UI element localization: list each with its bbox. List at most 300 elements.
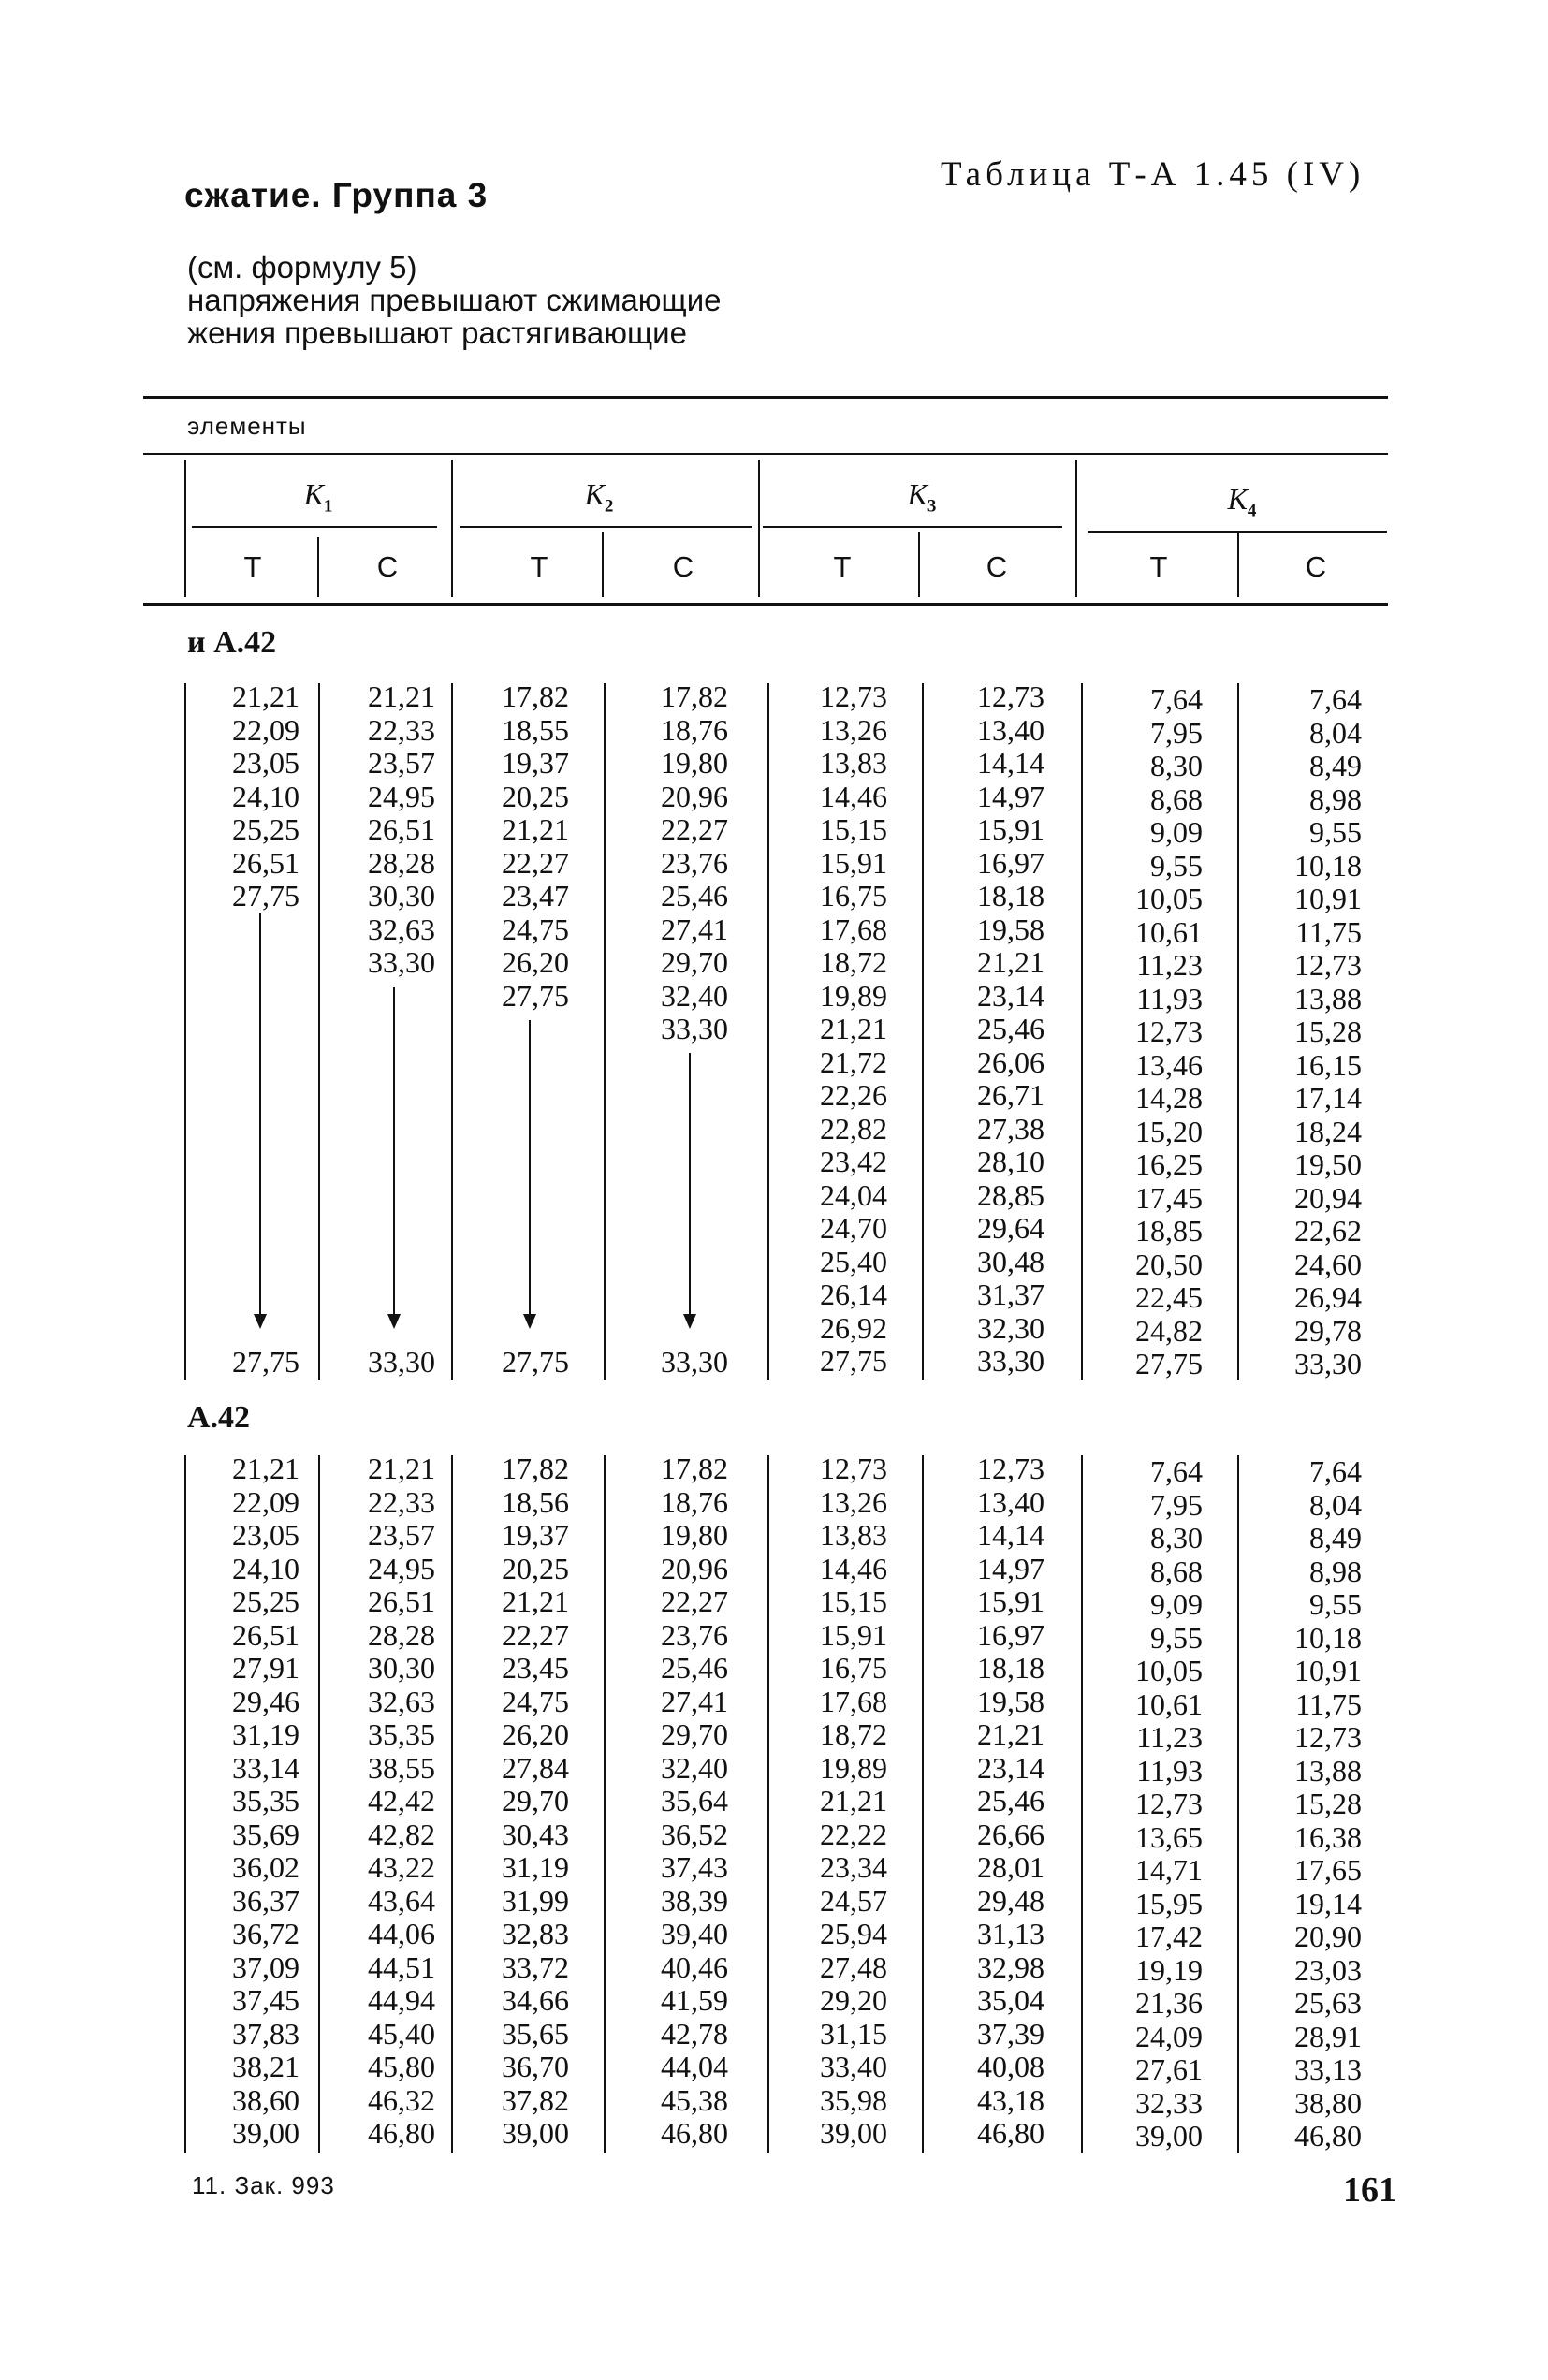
cell: 10,05 [1135,1654,1203,1687]
cell: 19,14 [1294,1886,1362,1920]
cell: 33,13 [1294,2052,1362,2086]
cell: 45,38 [661,2082,728,2117]
cell: 22,27 [661,812,728,846]
cell: 13,26 [820,1484,887,1519]
cell: 18,76 [661,1484,728,1519]
cell: 37,09 [232,1949,299,1984]
cell: 46,80 [1294,2119,1362,2153]
cell: 27,41 [661,912,728,946]
cell: 14,28 [1135,1081,1203,1115]
cell: 35,69 [232,1817,299,1851]
cell: 32,40 [661,978,728,1013]
section-heading: сжатие. Группа 3 [184,176,489,214]
cell: 11,93 [1136,1753,1203,1788]
col-t-header: Т [243,550,262,583]
cell: 19,19 [1135,1952,1203,1987]
cell: 25,25 [232,812,299,846]
cell: 8,68 [1150,1554,1203,1588]
cell: 28,85 [977,1177,1044,1212]
cell: 24,60 [1294,1247,1362,1281]
cell: 33,72 [502,1949,569,1984]
k2-header: $K_2$ [584,477,614,517]
cell: 40,46 [661,1949,728,1984]
cell: 10,61 [1135,1686,1203,1721]
cell: 23,76 [661,845,728,880]
cell: 24,75 [502,1684,569,1718]
cell: 26,51 [368,1584,435,1618]
cell: 27,48 [820,1949,887,1984]
cell: 26,06 [977,1044,1044,1079]
cell: 11,23 [1136,948,1203,982]
cell: 9,55 [1309,1587,1362,1621]
k1-t-column [168,680,299,913]
cell: 20,50 [1135,1247,1203,1281]
cell: 34,66 [502,1983,569,2017]
cell: 26,51 [232,1617,299,1652]
cell: 21,21 [502,1584,569,1618]
cell: 25,46 [661,879,728,913]
cell: 19,89 [820,1750,887,1785]
cell: 22,62 [1294,1214,1362,1248]
cell: 28,10 [977,1145,1044,1178]
cell: 24,10 [232,1551,299,1585]
cell: 23,14 [977,978,1044,1013]
cell: 24,04 [820,1177,887,1212]
header-divider [602,532,604,597]
cell: 33,14 [232,1750,299,1785]
cell: 37,83 [232,2016,299,2051]
cell: 42,82 [368,1817,435,1851]
cell: 23,14 [977,1750,1044,1785]
cell: 13,26 [820,712,887,747]
cell: 27,84 [502,1750,569,1785]
cell: 16,38 [1294,1819,1362,1854]
cell: 44,04 [661,2050,728,2083]
cell: 19,80 [661,746,728,780]
cell: 14,46 [820,779,887,813]
cell: 24,09 [1135,2019,1203,2053]
cell: 8,30 [1150,749,1203,782]
rule-under-elements [143,453,1388,455]
cell: 24,10 [232,779,299,813]
cell: 18,72 [820,945,887,979]
cell: 21,21 [820,1784,887,1818]
cell: 22,33 [368,712,435,747]
cell: 46,80 [368,2116,435,2150]
cell: 8,49 [1309,749,1362,782]
k2-c-column [597,680,728,1046]
cell: 17,14 [1294,1081,1362,1115]
cell: 43,18 [977,2082,1044,2117]
cell: 7,95 [1150,715,1203,750]
group-underline [192,526,437,528]
cell: 8,98 [1309,781,1362,816]
header-divider [317,537,319,597]
header-divider [451,460,453,597]
cell: 35,35 [368,1717,435,1751]
cell: 10,18 [1294,848,1362,883]
cell: 26,20 [502,945,569,979]
cell: 8,30 [1150,1521,1203,1555]
cell: 10,18 [1294,1620,1362,1655]
cell: 22,09 [232,1484,299,1519]
cell: 15,15 [820,812,887,846]
cell: 9,09 [1150,1587,1203,1621]
cell: 15,20 [1135,1114,1203,1148]
cell: 24,57 [820,1883,887,1918]
cell: 23,76 [661,1617,728,1652]
cell: 22,45 [1135,1280,1203,1314]
cell: 14,97 [977,1551,1044,1585]
cell: 12,73 [1294,948,1362,982]
cell: 21,21 [977,945,1044,979]
cell: 22,26 [820,1078,887,1112]
cell: 8,04 [1309,1487,1362,1522]
cell: 25,46 [661,1651,728,1685]
cell: 33,40 [820,2050,887,2083]
cell: 36,72 [232,1917,299,1950]
cell: 29,70 [502,1784,569,1818]
cell: 46,32 [368,2082,435,2117]
cell: 15,91 [820,1617,887,1652]
cell: 27,38 [977,1111,1044,1146]
k3-c-column [913,1453,1044,2151]
cell: 33,30 [368,945,435,979]
cell: 7,64 [1309,1454,1362,1488]
cell: 17,82 [502,679,569,713]
k3-t-column [756,680,887,1379]
cell: 33,30 [977,1344,1044,1378]
cell: 18,85 [1135,1214,1203,1248]
k3-header: $K_3$ [907,477,937,517]
cell: 38,21 [232,2050,299,2083]
col-c-header: С [1305,550,1327,583]
cell: 7,64 [1150,682,1203,716]
k2-c-column [597,1453,728,2151]
cell: 36,70 [502,2050,569,2083]
cell: 28,91 [1294,2019,1362,2053]
cell: 22,27 [502,845,569,880]
print-order-note: 11. Зак. 993 [192,2171,335,2199]
cell: 37,43 [661,1850,728,1884]
cell: 13,88 [1294,1753,1362,1788]
col-t-header: Т [530,550,548,583]
cell: 41,59 [661,1983,728,2017]
cell: 8,04 [1309,715,1362,750]
cell: 31,19 [232,1717,299,1751]
cell: 46,80 [977,2116,1044,2150]
arrow-line [393,987,395,1315]
cell: 13,40 [977,1484,1044,1519]
cell: 16,75 [820,1651,887,1685]
header-divider [918,532,920,597]
cell: 30,30 [368,879,435,913]
cell: 18,18 [977,879,1044,913]
cell: 43,22 [368,1850,435,1884]
page-number: 161 [1343,2170,1396,2210]
section-title: и А.42 [187,625,277,660]
cell: 15,15 [820,1584,887,1618]
cell: 40,08 [977,2050,1044,2083]
cell: 14,46 [820,1551,887,1585]
cell: 31,99 [502,1883,569,1918]
cell: 45,40 [368,2016,435,2051]
cell: 20,94 [1294,1180,1362,1215]
cell: 8,49 [1309,1521,1362,1555]
cell: 21,21 [502,812,569,846]
cell: 16,97 [977,1617,1044,1652]
cell: 28,28 [368,1617,435,1652]
cell: 29,78 [1294,1313,1362,1348]
cell: 17,42 [1135,1920,1203,1953]
bottom-value: 27,75 [232,1345,299,1379]
cell: 27,91 [232,1651,299,1685]
cell: 14,14 [977,746,1044,780]
cell: 24,75 [502,912,569,946]
cell: 21,72 [820,1044,887,1079]
cell: 18,56 [502,1484,569,1519]
cell: 26,71 [977,1078,1044,1112]
cell: 23,05 [232,746,299,780]
cell: 33,30 [661,1012,728,1045]
cell: 16,75 [820,879,887,913]
elements-label: элементы [187,412,307,440]
cell: 39,40 [661,1917,728,1950]
cell: 9,55 [1150,1620,1203,1655]
cell: 21,36 [1135,1986,1203,2020]
cell: 18,18 [977,1651,1044,1685]
top-rule [143,396,1388,399]
cell: 19,89 [820,978,887,1013]
cell: 24,82 [1135,1313,1203,1348]
cell: 31,19 [502,1850,569,1884]
note-line: напряжения превышают сжимающие [187,283,722,317]
cell: 20,90 [1294,1920,1362,1953]
cell: 22,33 [368,1484,435,1519]
cell: 8,68 [1150,781,1203,816]
k1-t-column [168,1453,299,2151]
cell: 12,73 [820,1452,887,1485]
cell: 14,71 [1135,1853,1203,1887]
cell: 23,45 [502,1651,569,1685]
cell: 15,95 [1135,1886,1203,1920]
k4-t-column [1072,683,1203,1381]
cell: 17,65 [1294,1853,1362,1887]
cell: 15,91 [977,1584,1044,1618]
cell: 39,00 [232,2116,299,2150]
cell: 23,57 [368,746,435,780]
cell: 23,57 [368,1518,435,1552]
cell: 32,63 [368,1684,435,1718]
notes-block [187,251,722,349]
cell: 18,24 [1294,1114,1362,1148]
cell: 31,13 [977,1917,1044,1950]
cell: 12,73 [1294,1720,1362,1754]
arrow-down-icon [683,1314,696,1329]
cell: 24,70 [820,1211,887,1245]
cell: 36,52 [661,1817,728,1851]
bottom-value: 33,30 [368,1345,435,1379]
cell: 29,20 [820,1983,887,2017]
cell: 23,47 [502,879,569,913]
cell: 21,21 [232,1452,299,1485]
cell: 23,03 [1294,1952,1362,1987]
cell: 15,91 [977,812,1044,846]
cell: 19,58 [977,912,1044,946]
k4-header: $K_4$ [1227,482,1257,521]
cell: 25,40 [820,1244,887,1278]
cell: 12,73 [977,1452,1044,1485]
cell: 32,63 [368,912,435,946]
cell: 26,51 [232,845,299,880]
cell: 21,21 [977,1717,1044,1751]
cell: 27,75 [232,879,299,913]
cell: 29,70 [661,945,728,979]
cell: 17,82 [661,679,728,713]
cell: 16,25 [1135,1147,1203,1181]
cell: 25,94 [820,1917,887,1950]
cell: 39,00 [820,2116,887,2150]
cell: 8,98 [1309,1554,1362,1588]
col-c-header: С [376,550,399,583]
cell: 15,28 [1294,1015,1362,1048]
cell: 45,80 [368,2050,435,2083]
col-c-header: С [986,550,1008,583]
bottom-value: 33,30 [661,1345,728,1379]
cell: 31,15 [820,2016,887,2051]
cell: 27,75 [502,978,569,1013]
cell: 21,21 [820,1012,887,1045]
cell: 26,14 [820,1278,887,1311]
cell: 32,83 [502,1917,569,1950]
cell: 13,46 [1135,1047,1203,1082]
cell: 26,94 [1294,1280,1362,1314]
cell: 46,80 [661,2116,728,2150]
cell: 12,73 [1135,1787,1203,1820]
cell: 19,50 [1294,1147,1362,1181]
rule-under-header [143,603,1388,606]
cell: 13,83 [820,746,887,780]
cell: 35,04 [977,1983,1044,2017]
cell: 33,30 [1294,1347,1362,1380]
cell: 9,55 [1150,848,1203,883]
cell: 23,34 [820,1850,887,1884]
k3-t-column [756,1453,887,2151]
cell: 32,30 [977,1310,1044,1345]
col-c-header: С [672,550,694,583]
cell: 20,96 [661,779,728,813]
section-title: А.42 [187,1400,251,1435]
cell: 18,76 [661,712,728,747]
cell: 42,42 [368,1784,435,1818]
cell: 22,82 [820,1111,887,1146]
cell: 18,55 [502,712,569,747]
cell: 11,75 [1295,1686,1362,1721]
header-divider [758,460,760,597]
cell: 35,35 [232,1784,299,1818]
cell: 32,33 [1135,2085,1203,2120]
cell: 24,95 [368,1551,435,1585]
cell: 21,21 [232,679,299,713]
cell: 44,94 [368,1983,435,2017]
cell: 27,61 [1135,2052,1203,2086]
cell: 16,97 [977,845,1044,880]
cell: 35,98 [820,2082,887,2117]
cell: 22,27 [661,1584,728,1618]
cell: 27,75 [1135,1347,1203,1380]
group-underline [763,526,1062,528]
cell: 12,73 [977,679,1044,713]
cell: 17,45 [1135,1180,1203,1215]
cell: 10,91 [1294,1654,1362,1687]
header-divider [184,460,186,597]
cell: 20,25 [502,1551,569,1585]
col-t-header: Т [1149,550,1168,583]
cell: 22,22 [820,1817,887,1851]
cell: 35,65 [502,2016,569,2051]
cell: 39,00 [1135,2119,1203,2153]
cell: 19,37 [502,1518,569,1552]
k3-c-column [913,680,1044,1379]
cell: 43,64 [368,1883,435,1918]
cell: 24,95 [368,779,435,813]
cell: 11,23 [1136,1720,1203,1754]
cell: 20,96 [661,1551,728,1585]
cell: 42,78 [661,2016,728,2051]
cell: 19,80 [661,1518,728,1552]
cell: 36,02 [232,1850,299,1884]
cell: 25,46 [977,1784,1044,1818]
cell: 23,42 [820,1145,887,1178]
cell: 7,64 [1150,1454,1203,1488]
cell: 27,75 [820,1344,887,1378]
cell: 11,75 [1295,914,1362,949]
cell: 37,82 [502,2082,569,2117]
cell: 15,91 [820,845,887,880]
k4-c-column [1231,683,1362,1381]
k2-t-column [438,680,569,1013]
cell: 9,55 [1309,815,1362,849]
cell: 38,60 [232,2082,299,2117]
cell: 20,25 [502,779,569,813]
cell: 21,21 [368,1452,435,1485]
cell: 26,66 [977,1817,1044,1851]
cell: 22,27 [502,1617,569,1652]
arrow-down-icon [387,1314,401,1329]
cell: 38,39 [661,1883,728,1918]
cell: 10,61 [1135,914,1203,949]
group-underline [460,526,752,528]
cell: 19,37 [502,746,569,780]
cell: 15,28 [1294,1787,1362,1820]
cell: 28,28 [368,845,435,880]
cell: 10,05 [1135,882,1203,915]
arrow-line [259,913,261,1315]
cell: 17,82 [661,1452,728,1485]
cell: 17,82 [502,1452,569,1485]
cell: 10,91 [1294,882,1362,915]
cell: 22,09 [232,712,299,747]
cell: 9,09 [1150,815,1203,849]
cell: 27,41 [661,1684,728,1718]
note-line: жения превышают растягивающие [187,315,687,350]
cell: 7,95 [1150,1487,1203,1522]
cell: 13,65 [1135,1819,1203,1854]
k1-header: $K_1$ [303,477,333,517]
cell: 29,64 [977,1211,1044,1245]
cell: 12,73 [820,679,887,713]
k2-t-column [438,1453,569,2151]
